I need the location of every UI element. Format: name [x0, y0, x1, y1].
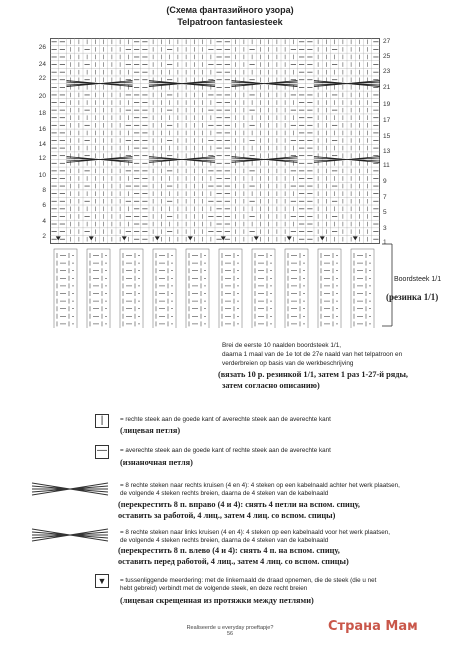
instruction-line: Brei de eerste 10 naalden boordsteek 1/1,	[222, 342, 342, 349]
row-number: 27	[383, 38, 391, 45]
chart-title-nl: Telpatroon fantasiesteek	[177, 17, 283, 27]
chart-title-ru: (Схема фантазийного узора)	[166, 5, 294, 15]
row-number: 7	[383, 194, 387, 201]
row-number: 24	[38, 61, 46, 68]
legend-cross-left-ru: (перекрестить 8 п. влево (4 и 4): снять 4 п. на вспом. спицу,	[118, 546, 340, 555]
purl-symbol: —	[97, 445, 107, 456]
row-number: 2	[42, 233, 46, 240]
row-number: 15	[383, 133, 391, 140]
cable-cross-left-icon	[30, 527, 110, 543]
legend-purl-ru: (изнаночная петля)	[120, 458, 193, 467]
knit-symbol-icon	[95, 414, 109, 428]
border-bracket	[378, 242, 398, 332]
row-number: 14	[38, 141, 46, 148]
row-number: 11	[383, 162, 390, 169]
legend-knit-ru: (лицевая петля)	[120, 426, 181, 435]
row-number: 25	[383, 53, 391, 60]
row-number: 4	[42, 218, 46, 225]
watermark: Страна Мам	[328, 619, 418, 634]
row-number: 9	[383, 178, 387, 185]
legend-cross-right-ru: (перекрестить 8 п. вправо (4 и 4): снять 4 петли на вспом. спицу,	[118, 500, 360, 509]
page-number: 56	[226, 631, 234, 637]
legend-cross-left-text: de volgende 4 steken rechts breien, daarna de 4 steken van de kabelnaald	[120, 537, 329, 544]
border-label-ru: (резинка 1/1)	[386, 292, 439, 302]
border-label-nl: Boordsteek 1/1	[394, 276, 442, 283]
row-number: 1	[383, 239, 387, 246]
instruction-line: daarna 1 maal van de 1e tot de 27e naald van het telpatroon en	[222, 351, 403, 358]
legend-knit-text: = rechte steek aan de goede kant of averechte steek aan de averechte kant	[120, 416, 331, 423]
make-one-symbol: ▼	[97, 576, 107, 586]
legend-cross-left-ru: оставить перед работой, 4 лиц., затем 4 лиц. со вспом. спицы)	[118, 557, 349, 566]
row-number: 17	[383, 117, 391, 124]
row-number: 22	[38, 75, 46, 82]
instruction-line: verderbreien op basis van de werkbeschrijving	[222, 360, 354, 367]
legend-cross-right-ru: оставить за работой, 4 лиц., затем 4 лиц. со вспом. спицы)	[118, 511, 336, 520]
legend-make-one-ru: (лицевая скрещенная из протяжки между петлями)	[120, 596, 314, 605]
row-number: 23	[383, 68, 391, 75]
row-number: 10	[38, 172, 46, 179]
row-number: 5	[383, 209, 387, 216]
row-number: 6	[42, 202, 46, 209]
legend-cross-right-text: de volgende 4 steken rechts breien, daarna de 4 steken van de kabelnaald	[120, 490, 329, 497]
knit-symbol: |	[100, 415, 104, 426]
legend-make-one-text: = tussenliggende meerdering: met de linkernaald de draad opnemen, die de steek (die u net	[120, 577, 377, 584]
cable-cross-right-icon	[30, 481, 110, 497]
legend-cross-left-text: = 8 rechte steken naar links kruisen (4 en 4): 4 steken op een kabelnaald voor het werk plaatsen,	[120, 529, 391, 536]
footer-text: Realiseerde u everyday proeftapje?	[186, 625, 274, 631]
instruction-ru: затем согласно описанию)	[222, 381, 320, 390]
legend-cross-right-text: = 8 rechte steken naar rechts kruisen (4 en 4): 4 steken op een kabelnaald achter het werk plaatsen,	[120, 482, 400, 489]
row-number: 12	[38, 155, 46, 162]
knitting-chart	[50, 38, 380, 328]
legend-purl-text: = averechte steek aan de goede kant of rechte steek aan de averechte kant	[120, 447, 331, 454]
row-number: 19	[383, 101, 391, 108]
row-number: 20	[38, 93, 46, 100]
row-number: 8	[42, 187, 46, 194]
make-one-symbol-icon	[95, 574, 109, 588]
row-number: 13	[383, 148, 391, 155]
row-number: 18	[38, 110, 46, 117]
purl-symbol-icon	[95, 445, 109, 459]
row-number: 26	[38, 44, 46, 51]
legend-make-one-text: hebt gebreid) verbindt met de volgende steek, en deze recht breien	[120, 585, 308, 592]
row-number: 16	[38, 126, 46, 133]
instruction-ru: (вязать 10 р. резинкой 1/1, затем 1 раз 1-27-й ряды,	[218, 370, 409, 379]
row-number: 21	[383, 84, 391, 91]
row-number: 3	[383, 225, 387, 232]
